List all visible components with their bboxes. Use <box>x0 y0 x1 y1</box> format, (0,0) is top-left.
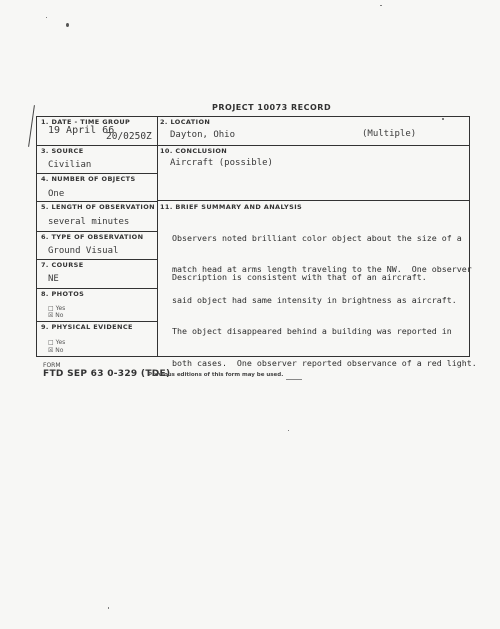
source-value: Civilian <box>48 160 92 170</box>
stray-mark <box>286 379 302 380</box>
physical-yes-checkbox: □ Yes <box>48 339 66 346</box>
course-label: 7. COURSE <box>41 261 84 269</box>
row-divider <box>36 259 157 260</box>
summary-line: Observers noted brilliant color object about the size of a <box>172 232 462 243</box>
summary-conclusion: Description is consistent with that of an aircraft. <box>172 272 427 282</box>
row-divider <box>157 200 470 201</box>
row-divider <box>36 173 157 174</box>
scan-speck <box>108 607 109 609</box>
num-objects-label: 4. NUMBER OF OBJECTS <box>41 175 136 183</box>
row-divider <box>36 201 157 202</box>
num-objects-value: One <box>48 189 65 199</box>
physical-evidence-label: 9. PHYSICAL EVIDENCE <box>41 323 133 331</box>
footer-note: Previous editions of this form may be used. <box>148 372 284 378</box>
stray-mark <box>28 105 35 147</box>
footer-form-word: FORM <box>43 362 61 369</box>
summary-line: said object had same intensity in brightness as aircraft. <box>172 295 457 306</box>
scan-speck <box>46 17 47 18</box>
scan-speck <box>66 23 69 27</box>
length-obs-label: 5. LENGTH OF OBSERVATION <box>41 203 156 211</box>
physical-no-checkbox: ☒ No <box>48 347 64 354</box>
scan-speck <box>380 5 382 6</box>
form-title: PROJECT 10073 RECORD <box>212 103 332 112</box>
type-obs-value: Ground Visual <box>48 246 119 256</box>
summary-text <box>172 212 477 389</box>
summary-line: both cases. One observer reported observance of a red light. <box>172 357 477 368</box>
course-value: NE <box>48 274 59 284</box>
photos-no-checkbox: ☒ No <box>48 312 64 319</box>
conclusion-label: 10. CONCLUSION <box>160 147 228 155</box>
date-time-label: 1. DATE - TIME GROUP <box>41 118 131 126</box>
length-obs-value: several minutes <box>48 217 130 227</box>
location-value: Dayton, Ohio <box>170 130 236 140</box>
location-extra: (Multiple) <box>362 129 417 139</box>
scan-speck <box>288 430 289 431</box>
row-divider <box>36 288 157 289</box>
footer-form-id: FTD SEP 63 0-329 (TDE) <box>43 369 171 379</box>
type-obs-label: 6. TYPE OF OBSERVATION <box>41 233 144 241</box>
column-divider <box>157 116 158 357</box>
location-label: 2. LOCATION <box>160 118 211 126</box>
time-value: 20/0250Z <box>106 131 152 142</box>
photos-label: 8. PHOTOS <box>41 290 85 298</box>
conclusion-value: Aircraft (possible) <box>170 158 273 168</box>
row-divider <box>36 145 470 146</box>
source-label: 3. SOURCE <box>41 147 84 155</box>
row-divider <box>36 321 157 322</box>
summary-line: match head at arms length traveling to the NW. One observer <box>172 264 472 275</box>
date-value: 19 April 66 <box>48 125 115 136</box>
row-divider <box>36 231 157 232</box>
summary-label: 11. BRIEF SUMMARY AND ANALYSIS <box>160 203 303 211</box>
photos-yes-checkbox: □ Yes <box>48 305 66 312</box>
summary-line: The object disappeared behind a building was reported in <box>172 326 452 337</box>
